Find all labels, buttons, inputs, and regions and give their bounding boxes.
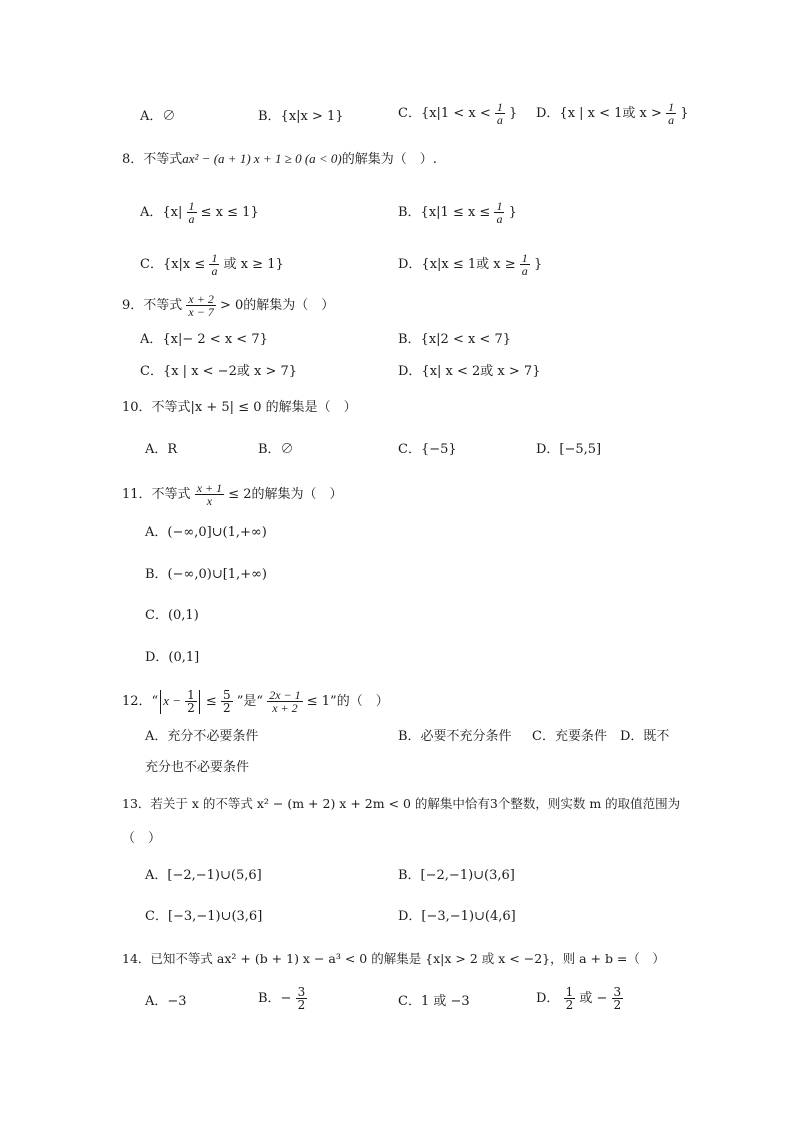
q8-option-d: D．{x|x ≤ 1或 x ≥ $\frac{1}{a}$ } [398, 251, 543, 278]
q8-stem: 8．不等式ax² − (a + 1) x + 1 ≥ 0 (a < 0)的解集为（ ）. [122, 151, 437, 167]
q9-option-c: C．{x | x < −2或 x > 7} [140, 364, 298, 379]
q13-paren: （ ） [122, 831, 162, 846]
q10-option-d: D．[−5,5] [536, 442, 602, 457]
q7-option-b: B．{x|x > 1} [258, 109, 344, 124]
q14-option-d: D． $\frac{1}{2}$ 或 − $\frac{3}{2}$ [536, 985, 622, 1012]
q12-stem: 12．“ x − $\frac{1}{2}$ ≤ $\frac{5}{2}$ ”是“ $\frac{2x - 1}{x + 2}$ ≤ 1”的（ ） [122, 688, 389, 715]
q11-option-c: C．(0,1) [145, 608, 199, 623]
q11-option-d: D．(0,1] [145, 650, 200, 665]
q13-option-b: B．[−2,−1)∪(3,6] [398, 868, 515, 883]
q11-stem: 11．不等式 $\frac{x + 1}{x}$ ≤ 2的解集为（ ） [122, 481, 343, 508]
q9-option-a: A．{x|− 2 < x < 7} [140, 332, 268, 347]
q12-option-a: A．充分不必要条件 [145, 729, 259, 744]
q10-option-a: A．R [145, 442, 178, 457]
q10-option-c: C．{−5} [398, 442, 457, 457]
q8-option-c: C．{x|x ≤ $\frac{1}{a}$ 或 x ≥ 1} [140, 251, 284, 278]
q10-stem: 10．不等式|x + 5| ≤ 0 的解集是（ ） [122, 400, 357, 415]
q13-option-c: C．[−3,−1)∪(3,6] [145, 909, 263, 924]
q8-option-b: B．{x|1 ≤ x ≤ $\frac{1}{a}$ } [398, 199, 517, 226]
q14-option-c: C．1 或 −3 [398, 994, 470, 1009]
q9-stem: 9．不等式 $\frac{x + 2}{x - 7}$ > 0的解集为（ ） [122, 292, 335, 319]
q14-stem: 14．已知不等式 ax² + (b + 1) x − a³ < 0 的解集是 {x|x > 2 或 x < −2}，则 a + b =（ ） [122, 951, 665, 966]
q7-option-c: C．{x|1 < x < $\frac{1}{a}$ } [398, 100, 518, 127]
q9-option-b: B．{x|2 < x < 7} [398, 332, 511, 347]
q14-option-a: A．−3 [145, 994, 187, 1009]
q14-option-b: B．− $\frac{3}{2}$ [258, 985, 306, 1012]
q9-option-d: D．{x| x < 2或 x > 7} [398, 364, 541, 379]
q7-option-d: D．{x | x < 1或 x > $\frac{1}{a}$ } [536, 100, 689, 127]
q10-option-b: B．∅ [258, 442, 294, 457]
q12-option-c: C．充要条件 [532, 729, 607, 744]
q13-stem: 13．若关于 x 的不等式 x² − (m + 2) x + 2m < 0 的解集中恰有3个整数，则实数 m 的取值范围为 [122, 796, 681, 811]
q13-option-d: D．[−3,−1)∪(4,6] [398, 909, 516, 924]
q7-option-a: A．∅ [140, 109, 176, 124]
q11-option-a: A．(−∞,0]∪(1,+∞) [145, 525, 267, 540]
q13-option-a: A．[−2,−1)∪(5,6] [145, 868, 262, 883]
q8-option-a: A．{x| $\frac{1}{a}$ ≤ x ≤ 1} [140, 199, 259, 226]
q12-option-b: B．必要不充分条件 [398, 729, 512, 744]
q11-option-b: B．(−∞,0)∪[1,+∞) [145, 567, 267, 582]
q12-option-d-continued: 充分也不必要条件 [145, 760, 250, 775]
q12-option-d: D．既不 [620, 729, 670, 744]
